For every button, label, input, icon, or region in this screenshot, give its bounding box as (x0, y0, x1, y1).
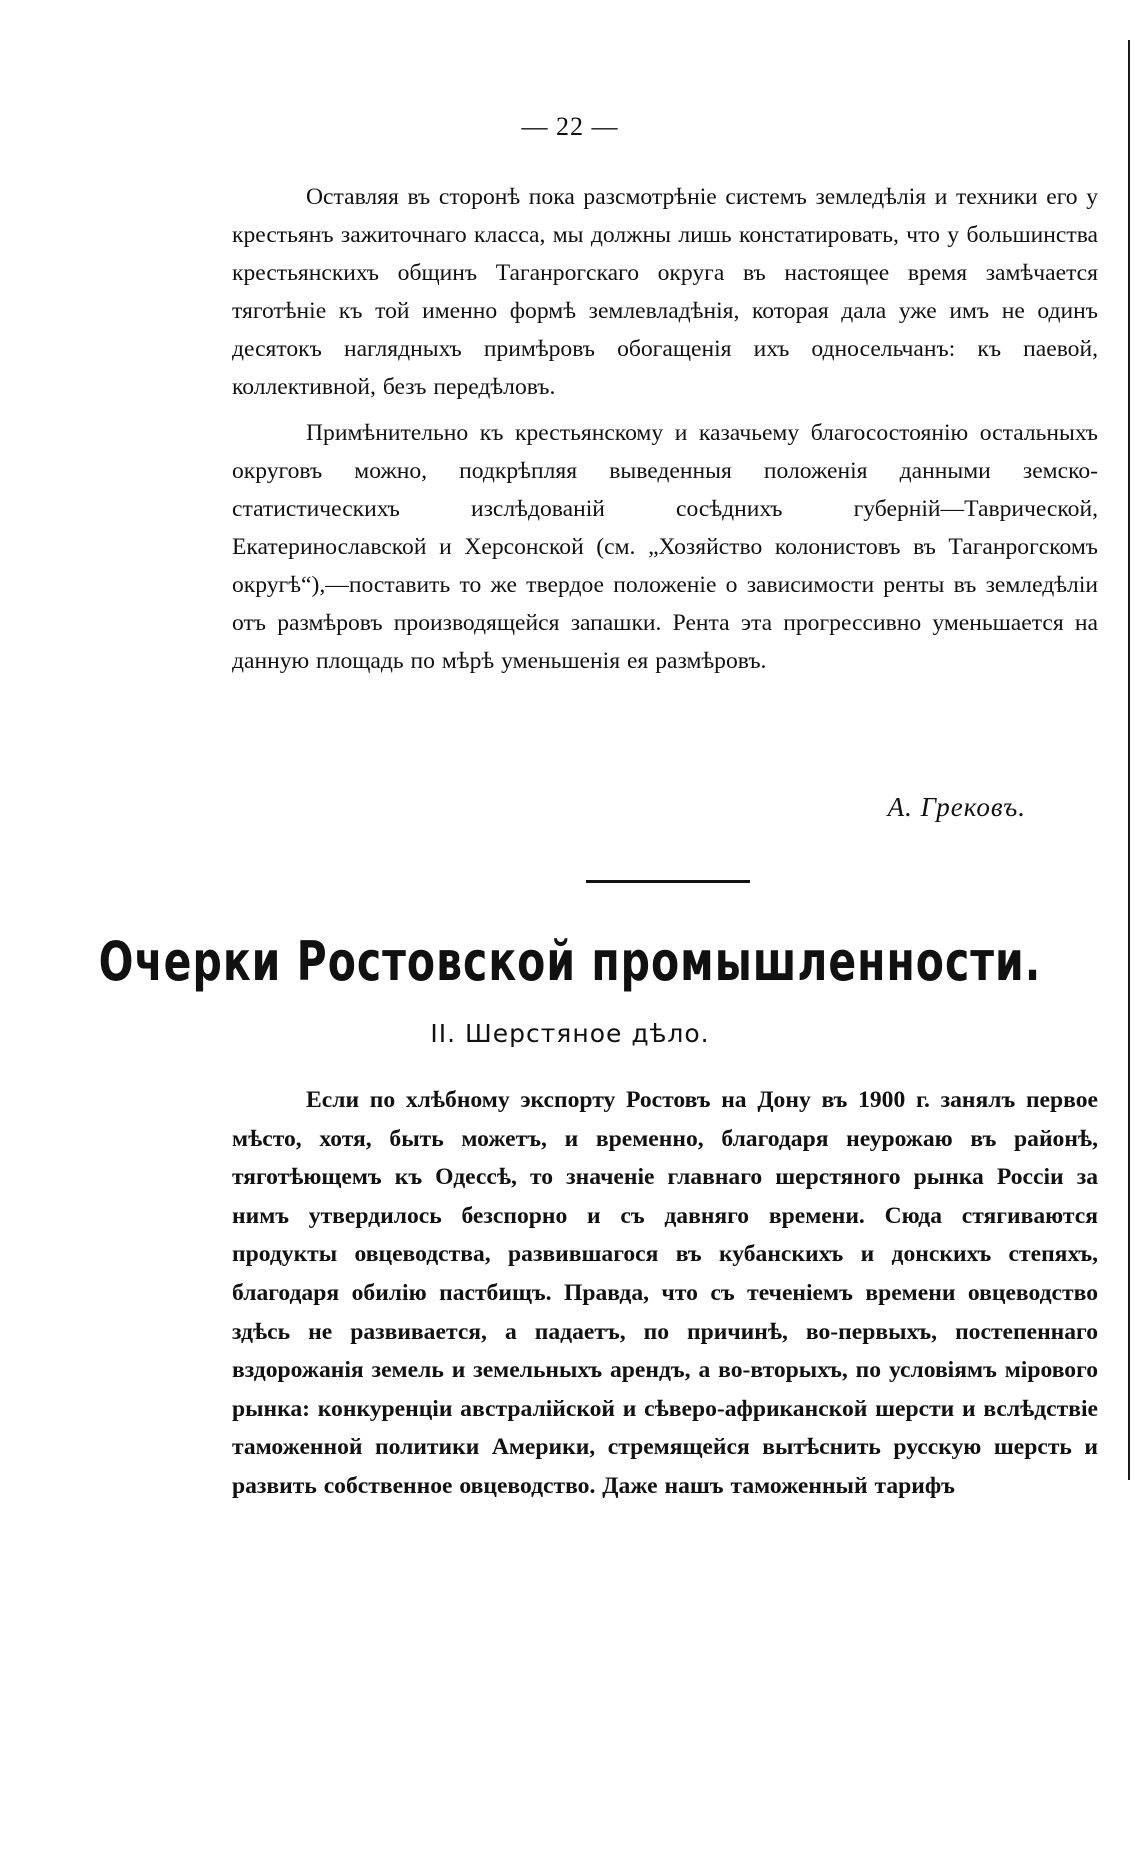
paragraph-3: Если по хлѣбному экспорту Ростовъ на Дону въ 1900 г. занялъ первое мѣсто, хотя, быть можетъ, и временно, благодаря неурожаю въ районѣ, тяготѣющемъ къ Одессѣ, то значеніе главнаго шерстяного рынка Россіи за нимъ утвердилось безспорно и съ давняго времени. Сюда стягиваются продукты овцеводства, развившагося въ кубанскихъ и донскихъ степяхъ, благодаря обилію пастбищъ. Правда, что съ теченіемъ времени овцеводство здѣсь не развивается, а падаетъ, по причинѣ, во-первыхъ, постепеннаго вздорожанія земель и земельныхъ арендъ, а во-вторыхъ, по условіямъ мірового рынка: конкуренціи австралійской и сѣверо-африканской шерсти и вслѣдствіе таможенной политики Америки, стремящейся вытѣснить русскую шерсть и развить собственное овцеводство. Даже нашъ таможенный тарифъ (232, 1087, 1098, 1499)
paragraph-1: Оставляя въ сторонѣ пока разсмотрѣніе системъ земледѣлія и техники его у крестьянъ зажиточнаго класса, мы должны лишь констатировать, что у большинства крестьянскихъ общинъ Таганрогскаго округа въ настоящее время замѣчается тяготѣніе къ той именно формѣ землевладѣнія, которая дала уже имъ не одинъ десятокъ наглядныхъ примѣровъ обогащенія ихъ односельчанъ: къ паевой, коллективной, безъ передѣловъ. (232, 184, 1098, 401)
section-subtitle: II. Шерстяное дѣло. (430, 1019, 710, 1048)
page-edge-line (1128, 40, 1130, 1480)
text-block-upper (232, 178, 1098, 680)
author-signature: А. Грековъ. (887, 792, 1026, 822)
text-block-lower (232, 1081, 1098, 1506)
page-number: — 22 — (521, 112, 619, 141)
section-separator (586, 880, 750, 883)
paragraph-2: Примѣнительно къ крестьянскому и казачьему благосостоянію остальныхъ округовъ можно, подкрѣпляя выведенныя положенія данными земско-статистическихъ изслѣдованій сосѣднихъ губерній—Таврической, Екатеринославской и Херсонской (см. „Хозяйство колонистовъ въ Таганрогскомъ округѣ“),—поставить то же твердое положеніе о зависимости ренты въ земледѣліи отъ размѣровъ производящейся запашки. Рента эта прогрессивно уменьшается на данную площадь по мѣрѣ уменьшенія ея размѣровъ. (232, 419, 1098, 675)
section-title: Очерки Ростовской промышленности. (98, 930, 1042, 994)
